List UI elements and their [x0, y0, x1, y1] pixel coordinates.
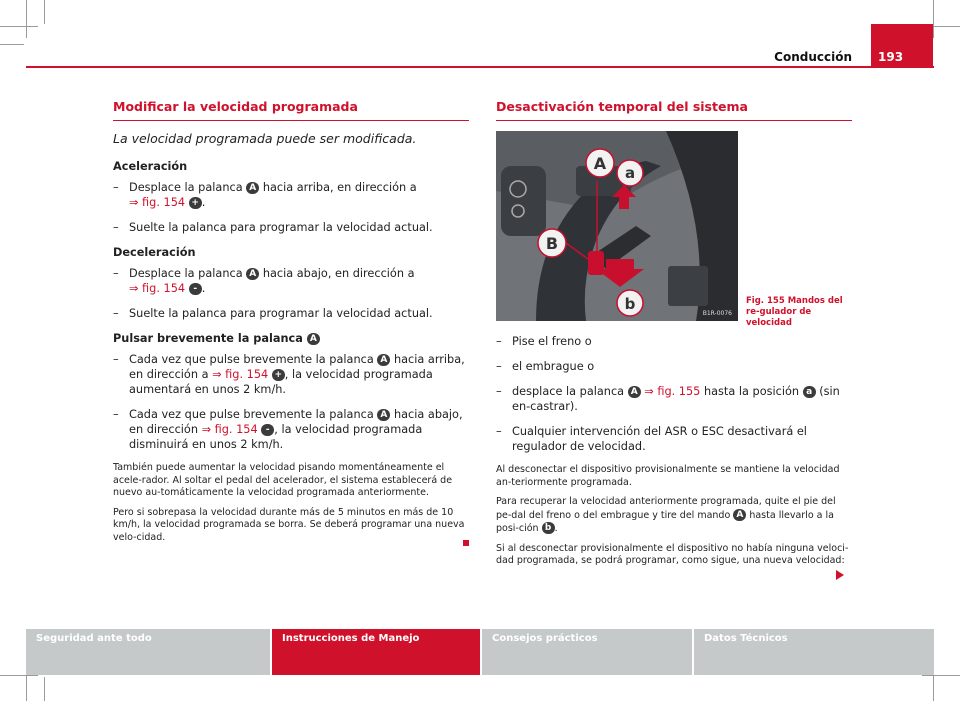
figure-link[interactable]: ⇒ fig. 154	[212, 368, 269, 381]
footer-tab-consejos[interactable]: Consejos prácticos	[482, 629, 692, 675]
figure-link[interactable]: ⇒ fig. 155	[644, 385, 701, 398]
footer-nav	[26, 629, 934, 675]
key-icon: A	[628, 386, 641, 398]
figure-label-a: a	[624, 164, 636, 182]
figure-label-A: A	[593, 154, 607, 173]
figure-cruise-control	[496, 131, 738, 321]
section-intro: La velocidad programada puede ser modificada.	[113, 131, 417, 146]
list-item: – Cualquier intervención del ASR o ESC desactivará el regulador de velocidad.	[496, 425, 807, 453]
figure-label-B: B	[545, 234, 559, 253]
list-item: – desplace la palanca A ⇒ fig. 155 hasta la posición a (sin en-castrar).	[496, 385, 840, 413]
crop-mark	[922, 675, 960, 676]
list-item: – Cada vez que pulse brevemente la palanca A hacia abajo, en dirección ⇒ fig. 154 - , la velocidad programada disminuirá en unos 2 km/h.	[113, 408, 463, 451]
crop-mark	[26, 0, 27, 38]
key-icon: +	[272, 369, 285, 381]
key-icon: b	[542, 522, 555, 534]
section-title: Desactivación temporal del sistema	[496, 99, 748, 114]
crop-mark	[0, 44, 24, 45]
key-icon: +	[189, 197, 202, 209]
subheading-aceleracion: Aceleración	[113, 160, 188, 173]
figure-link[interactable]: ⇒ fig. 154	[129, 196, 186, 209]
section-rule	[113, 120, 469, 121]
key-icon: a	[803, 386, 816, 398]
key-icon: A	[733, 509, 746, 521]
figure-code: B1R-0076	[702, 310, 732, 317]
list-item: – Suelte la palanca para programar la velocidad actual.	[113, 307, 433, 320]
note-paragraph: Si al desconectar provisionalmente el dispositivo no había ninguna veloci-dad programada, se podrá programar, como sigue, una nueva velocidad:	[496, 542, 849, 566]
subheading-deceleracion: Deceleración	[113, 246, 196, 259]
note-paragraph: Al desconectar el dispositivo provisionalmente se mantiene la velocidad an-teriormente programada.	[496, 464, 840, 488]
crop-mark	[0, 675, 38, 676]
footer-tab-seguridad[interactable]: Seguridad ante todo	[26, 629, 270, 675]
figure-label-b: b	[624, 295, 636, 313]
note-paragraph: También puede aumentar la velocidad pisando momentáneamente el acele-rador. Al soltar el pedal del acelerador, el sistema establecerá de nuevo au-tomáticamente la velocidad programada anteriormente.	[113, 462, 453, 498]
key-icon: -	[261, 424, 274, 436]
footer-tab-instrucciones[interactable]: Instrucciones de Manejo	[272, 629, 480, 675]
key-icon: A	[246, 182, 259, 194]
list-item: – Suelte la palanca para programar la velocidad actual.	[113, 221, 433, 234]
list-item: – Pise el freno o	[496, 335, 592, 348]
list-item: – el embrague o	[496, 360, 595, 373]
crop-mark	[0, 26, 38, 27]
key-icon: A	[377, 409, 390, 421]
note-paragraph: Para recuperar la velocidad anteriormente programada, quite el pie del pe-dal del freno o del embrague y tire del mando A hasta llevarlo a la posi-ción b .	[496, 496, 836, 534]
crop-mark	[44, 0, 45, 24]
footer-tab-datos[interactable]: Datos Técnicos	[694, 629, 934, 675]
continue-arrow-icon	[836, 570, 844, 580]
section-rule	[496, 120, 852, 121]
list-item: – Desplace la palanca A hacia abajo, en dirección a ⇒ fig. 154 - .	[113, 267, 415, 295]
subheading-pulsar: Pulsar brevemente la palanca A	[113, 331, 469, 346]
left-column	[113, 95, 469, 551]
header-rule	[26, 66, 934, 68]
key-icon: A	[246, 268, 259, 280]
list-item: – Desplace la palanca A hacia arriba, en dirección a ⇒ fig. 154 + .	[113, 181, 417, 209]
right-body	[496, 334, 852, 575]
key-icon: -	[189, 283, 202, 295]
figure-link[interactable]: ⇒ fig. 154	[129, 282, 186, 295]
steering-lever-illustration	[496, 131, 738, 321]
page-number: 193	[878, 50, 904, 64]
list-item: – Cada vez que pulse brevemente la palanca A hacia arriba, en dirección a ⇒ fig. 154 + , la velocidad programada aumentará en unos 2 km/h.	[113, 353, 465, 396]
section-title: Modificar la velocidad programada	[113, 99, 358, 114]
crop-mark	[933, 0, 934, 38]
note-paragraph: Pero si sobrepasa la velocidad durante más de 5 minutos en más de 10 km/h, la velocidad programada se borra. Se deberá programar una nueva velo-cidad.	[113, 506, 465, 543]
key-icon: A	[307, 333, 320, 345]
right-column	[496, 95, 852, 131]
key-icon: A	[377, 354, 390, 366]
chapter-title: Conducción	[774, 50, 852, 64]
figure-caption: Fig. 155 Mandos del re-gulador de velocidad	[746, 296, 843, 328]
crop-mark	[44, 677, 45, 701]
section-end-icon	[463, 540, 469, 546]
figure-link[interactable]: ⇒ fig. 154	[201, 423, 258, 436]
